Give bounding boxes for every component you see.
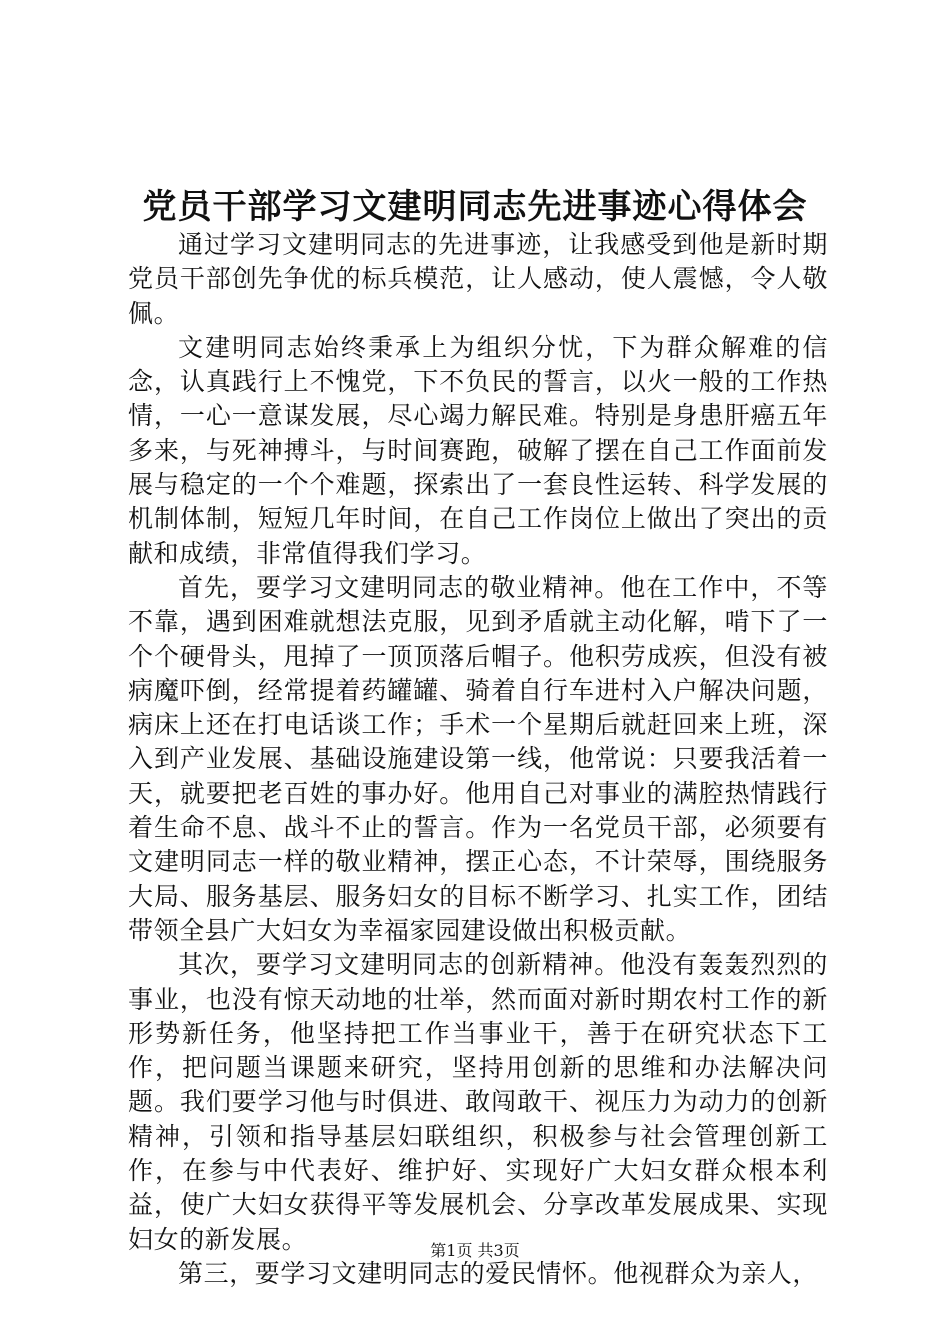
document-body [128,228,828,1291]
paragraph: 首先，要学习文建明同志的敬业精神。他在工作中，不等不靠，遇到困难就想法克服，见到矛盾就主动化解，啃下了一个个硬骨头，甩掉了一顶顶落后帽子。他积劳成疾，但没有被病魔吓倒，经常提着药罐罐、骑着自行车进村入户解决问题，病床上还在打电话谈工作；手术一个星期后就赶回来上班，深入到产业发展、基础设施建设第一线，他常说：只要我活着一天，就要把老百姓的事办好。他用自己对事业的满腔热情践行着生命不息、战斗不止的誓言。作为一名党员干部，必须要有文建明同志一样的敬业精神，摆正心态，不计荣辱，围绕服务大局、服务基层、服务妇女的目标不断学习、扎实工作，团结带领全县广大妇女为幸福家园建设做出积极贡献。 [128,572,828,945]
document-title: 党员干部学习文建明同志先进事迹心得体会 [142,187,808,227]
paragraph: 通过学习文建明同志的先进事迹，让我感受到他是新时期党员干部创先争优的标兵模范，让人感动，使人震憾，令人敬佩。 [128,230,828,328]
paragraph: 第三，要学习文建明同志的爱民情怀。他视群众为亲人， [178,1258,819,1288]
page-number-footer: 第1页 共3页 [430,1241,520,1260]
paragraph: 文建明同志始终秉承上为组织分忧，下为群众解难的信念，认真践行上不愧党，下不负民的誓言，以火一般的工作热情，一心一意谋发展，尽心竭力解民难。特别是身患肝癌五年多来，与死神搏斗，与时间赛跑，破解了摆在自己工作面前发展与稳定的一个个难题，探索出了一套良性运转、科学发展的机制体制，短短几年时间，在自己工作岗位上做出了突出的贡献和成绩，非常值得我们学习。 [128,332,828,568]
paragraph: 其次，要学习文建明同志的创新精神。他没有轰轰烈烈的事业，也没有惊天动地的壮举，然而面对新时期农村工作的新形势新任务，他坚持把工作当事业干，善于在研究状态下工作，把问题当课题来研究，坚持用创新的思维和办法解决问题。我们要学习他与时俱进、敢闯敢干、视压力为动力的创新精神，引领和指导基层妇联组织，积极参与社会管理创新工作，在参与中代表好、维护好、实现好广大妇女群众根本利益，使广大妇女获得平等发展机会、分享改革发展成果、实现妇女的新发展。 [128,950,828,1254]
